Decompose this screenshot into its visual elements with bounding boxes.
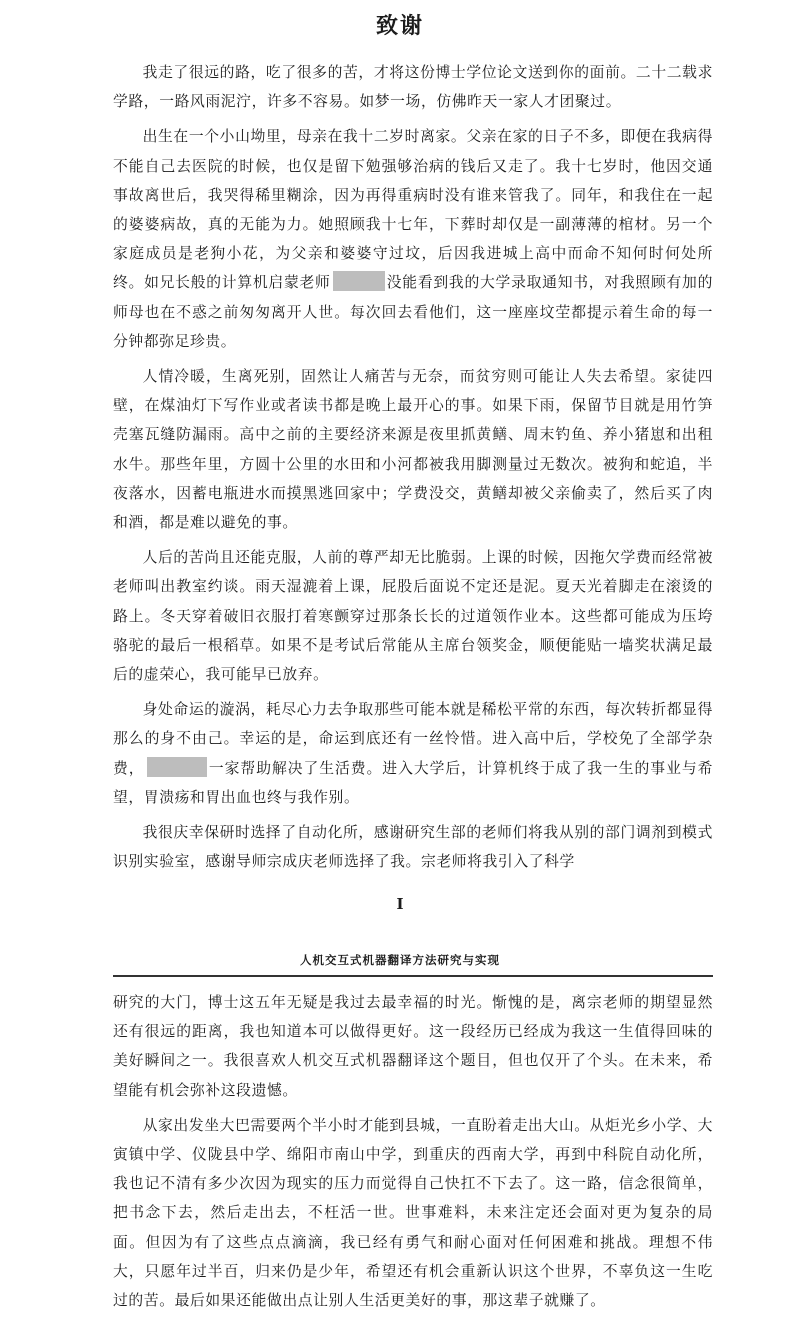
paragraph-4: 人后的苦尚且还能克服，人前的尊严却无比脆弱。上课的时候，因拖欠学费而经常被老师叫出教室约谈。雨天湿漉着上课，屁股后面说不定还是泥。夏天光着脚走在滚烫的路上。冬天穿着破旧衣服打着寒颤穿过那条长长的过道领作业本。这些都可能成为压垮骆驼的最后一根稻草。如果不是考试后常能从主席台领奖金，顺便能贴一墙奖状满足最后的虚荣心，我可能早已放弃。: [113, 549, 713, 684]
paragraph-3: 人情冷暖，生离死别，固然让人痛苦与无奈，而贫穷则可能让人失去希望。家徒四壁，在煤油灯下写作业或者读书都是晚上最开心的事。如果下雨，保留节目就是用竹笋壳塞瓦缝防漏雨。高中之前的主要经济来源是夜里抓黄鳝、周末钓鱼、养小猪崽和出租水牛。那些年里，方圆十公里的水田和小河都被我用脚测量过无数次。被狗和蛇追，半夜落水，因蓄电瓶进水而摸黑逃回家中；学费没交，黄鳝却被父亲偷卖了，然后买了肉和酒，都是难以避免的事。: [113, 368, 713, 532]
page-title: 致谢: [375, 14, 424, 39]
redacted-name-block: [333, 271, 385, 291]
paragraph-5: [113, 695, 713, 812]
body-text: [113, 58, 713, 882]
paragraph-continued: 研究的大门，博士这五年无疑是我过去最幸福的时光。惭愧的是，离宗老师的期望显然还有很远的距离，我也知道本可以做得更好。这一段经历已经成为我这一生值得回味的美好瞬间之一。我很喜欢人机交互式机器翻译这个题目，但也仅开了个头。在未来，希望能有机会弥补这段遗憾。: [113, 994, 713, 1099]
page-2: [0, 930, 800, 1336]
paragraph-2: 从家出发坐大巴需要两个半小时才能到县城，一直盼着走出大山。从炬光乡小学、大寅镇中学、仪陇县中学、绵阳市南山中学，到重庆的西南大学，再到中科院自动化所，我也记不清有多少次因为现实的压力而觉得自己快扛不下去了。这一路，信念很简单，把书念下去，然后走出去，不枉活一世。世事难料，未来注定还会面对更为复杂的局面。但因为有了这些点点滴滴，我已经有勇气和耐心面对任何困难和挑战。理想不伟大，只愿年过半百，归来仍是少年，希望还有机会重新认识这个世界，不辜负这一生吃过的苦。最后如果还能做出点让别人生活更美好的事，那这辈子就赚了。: [113, 1116, 713, 1310]
paragraph-2-part-1: 出生在一个小山坳里，母亲在我十二岁时离家。父亲在家的日子不多，即便在我病得不能自己去医院的时候，也仅是留下勉强够治病的钱后又走了。我十七岁时，他因交通事故离世后，我哭得稀里糊涂，因为再得重病时没有谁来管我了。同年，和我住在一起的婆婆病故，真的无能为力。她照顾我十七年，下葬时却仅是一副薄薄的棺材。另一个家庭成员是老狗小花，为父亲和婆婆守过坟，后因我进城上高中而命不知何时何处所终。如兄长般的计算机启蒙老师: [113, 128, 713, 292]
paragraph-6: 我很庆幸保研时选择了自动化所，感谢研究生部的老师们将我从别的部门调剂到模式识别实验室，感谢导师宗成庆老师选择了我。宗老师将我引入了科学: [113, 824, 713, 871]
paragraph-2-part-2: 没能看到我的大学录取通知书，对我照顾有加的师母也在不惑之前匆匆离开人世。每次回去看他们，这一座座坟茔都提示着生命的每一分钟都弥足珍贵。: [113, 274, 714, 350]
running-header: 人机交互式机器翻译方法研究与实现: [300, 953, 500, 967]
header-rule: [113, 975, 713, 977]
paragraph-1: 我走了很远的路，吃了很多的苦，才将这份博士学位论文送到你的面前。二十二载求学路，一路风雨泥泞，许多不容易。如梦一场，仿佛昨天一家人才团聚过。: [113, 64, 713, 111]
paragraph-2: [113, 122, 713, 356]
page-number: I: [396, 895, 404, 913]
paragraph-5-part-2: 一家帮助解决了生活费。进入大学后，计算机终于成了我一生的事业与希望，胃溃疡和胃出血也终与我作别。: [113, 759, 713, 806]
redacted-name-block: [147, 757, 207, 777]
body-text: [113, 988, 713, 1321]
paragraph-5-part-1: 身处命运的漩涡，耗尽心力去争取那些可能本就是稀松平常的东西，每次转折都显得那么的身不由己。幸运的是，命运到底还有一丝怜惜。进入高中后，学校免了全部学杂费，: [113, 701, 713, 777]
